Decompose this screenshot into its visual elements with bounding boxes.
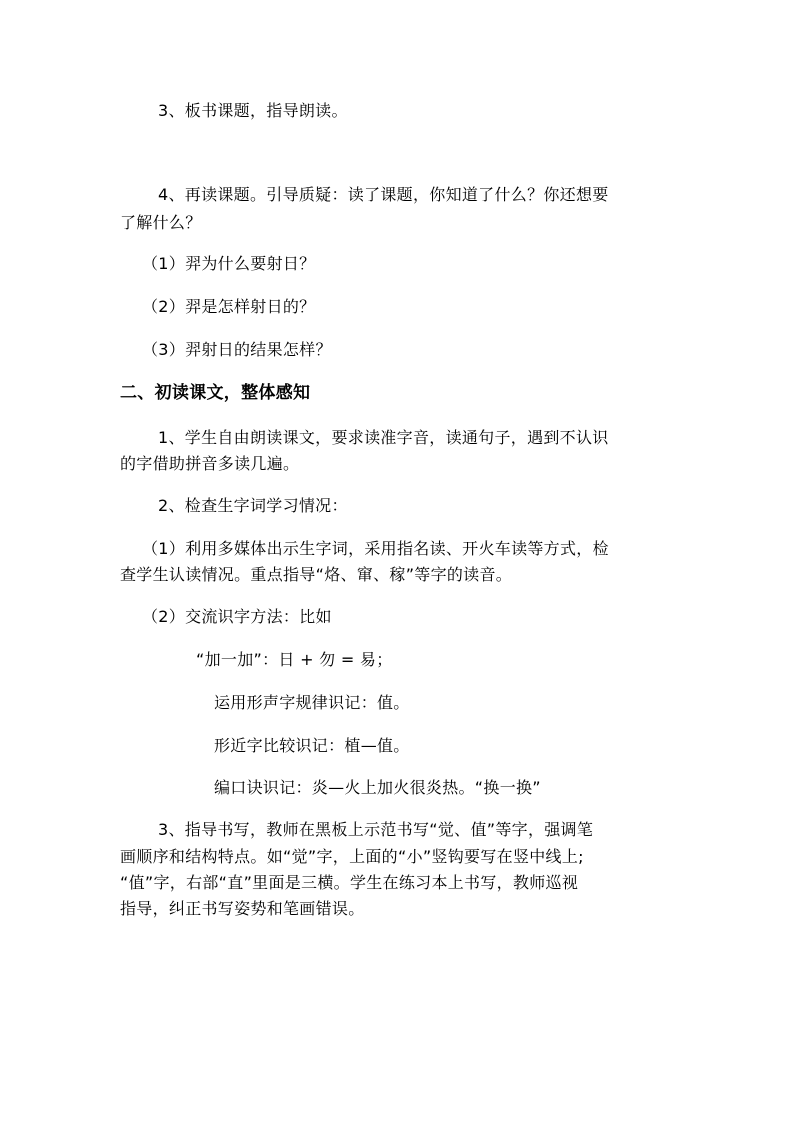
- writing-step-line-1: 3、指导书写，教师在黑板上示范书写“觉、值”等字，强调笔: [158, 820, 594, 839]
- writing-step-line-4: 指导，纠正书写姿势和笔画错误。: [120, 899, 365, 918]
- step-3-paragraph: 3、板书课题，指导朗读。: [158, 101, 348, 120]
- step-4-line-2: 了解什么？: [120, 213, 202, 232]
- method-phonetic: 运用形声字规律识记：值。: [214, 693, 410, 712]
- reading-step-1-line-1: 1、学生自由朗读课文，要求读准字音，读通句子，遇到不认识: [158, 428, 609, 447]
- step-2-item-1-line-2: 查学生认读情况。重点指导“烙、窜、稼”等字的读音。: [120, 565, 513, 584]
- question-1: （1）羿为什么要射日？: [142, 254, 316, 273]
- writing-step-line-2: 画顺序和结构特点。如“觉”字，上面的“小”竖钩要写在竖中线上;: [120, 847, 584, 866]
- method-compare: 形近字比较识记：植—值。: [214, 736, 410, 755]
- question-2: （2）羿是怎样射日的？: [142, 297, 316, 316]
- method-add: “加一加”：日 + 勿 = 易；: [196, 650, 393, 669]
- reading-step-1-line-2: 的字借助拼音多读几遍。: [120, 454, 300, 473]
- step-2-item-2: （2）交流识字方法：比如: [142, 607, 332, 626]
- step-2-item-1-line-1: （1）利用多媒体出示生字词，采用指名读、开火车读等方式，检: [142, 539, 609, 558]
- writing-step-line-3: “值”字，右部“直”里面是三横。学生在练习本上书写，教师巡视: [120, 873, 579, 892]
- method-rhyme: 编口诀识记：炎—火上加火很炎热。“换一换”: [214, 778, 541, 797]
- reading-step-2: 2、检查生字词学习情况：: [158, 496, 348, 515]
- section-2-heading: 二、初读课文，整体感知: [120, 383, 311, 403]
- question-3: （3）羿射日的结果怎样？: [142, 340, 332, 359]
- step-4-line-1: 4、再读课题。引导质疑：读了课题，你知道了什么？你还想要: [158, 185, 609, 204]
